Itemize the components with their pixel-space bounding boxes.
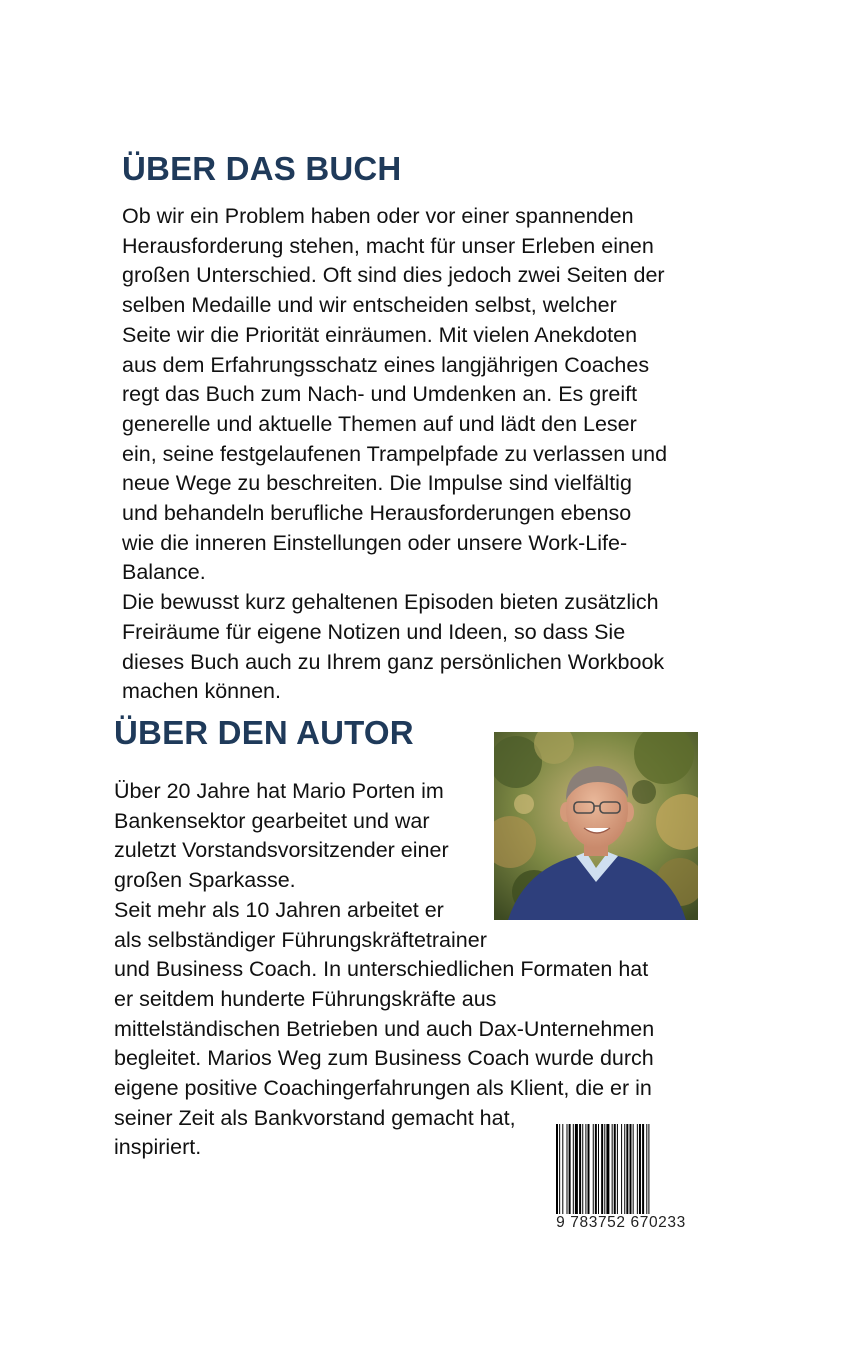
text-line: machen können. xyxy=(122,679,281,704)
text-line: und Business Coach. In unterschiedlichen Formaten hat xyxy=(114,957,649,982)
barcode-bar xyxy=(601,1124,603,1216)
text-line: Die bewusst kurz gehaltenen Episoden bieten zusätzlich xyxy=(122,590,659,615)
barcode-bar xyxy=(582,1124,583,1216)
barcode-bar xyxy=(621,1124,622,1216)
barcode-bar xyxy=(614,1124,616,1216)
text-line: eigene positive Coachingerfahrungen als Klient, die er in xyxy=(114,1076,652,1101)
text-line: Balance. xyxy=(122,560,206,585)
text-line: Freiräume für eigene Notizen und Ideen, so dass Sie xyxy=(122,619,626,644)
barcode-bar xyxy=(595,1124,597,1216)
text-line: er seitdem hunderte Führungskräfte aus xyxy=(114,986,497,1011)
barcode-bar xyxy=(648,1124,649,1216)
text-line: großen Unterschied. Oft sind dies jedoch zwei Seiten der xyxy=(122,263,665,288)
barcode-bar xyxy=(588,1124,590,1216)
barcode-bar xyxy=(617,1124,618,1216)
barcode-bar xyxy=(642,1124,644,1216)
barcode-bar xyxy=(604,1124,605,1216)
text-line: wie die inneren Einstellungen oder unsere Work-Life- xyxy=(122,530,628,555)
text-line: zuletzt Vorstandsvorsitzender einer xyxy=(114,838,449,863)
barcode-bar xyxy=(637,1124,638,1216)
barcode-bar xyxy=(624,1124,625,1216)
barcode-bar xyxy=(562,1124,563,1216)
text-line: und behandeln berufliche Herausforderungen ebenso xyxy=(122,501,632,526)
text-line: dieses Buch auch zu Ihrem ganz persönlichen Workbook xyxy=(122,649,665,674)
text-line: ein, seine festgelaufenen Trampelpfade zu verlassen und xyxy=(122,441,668,466)
barcode-bar xyxy=(567,1124,568,1216)
barcode-bar xyxy=(573,1124,574,1216)
text-line: Seit mehr als 10 Jahren arbeitet er xyxy=(114,897,444,922)
barcode-bar xyxy=(598,1124,599,1216)
text-line: generelle und aktuelle Themen auf und lädt den Leser xyxy=(122,411,637,436)
barcode-bar xyxy=(585,1124,586,1216)
about-book-heading: ÜBER DAS BUCH xyxy=(122,150,402,187)
barcode-bar xyxy=(626,1124,628,1216)
text-line: aus dem Erfahrungsschatz eines langjährigen Coaches xyxy=(122,352,650,377)
barcode-bar xyxy=(559,1124,560,1216)
text-line: mittelständischen Betrieben und auch Dax-Unternehmen xyxy=(114,1016,655,1041)
barcode-bar xyxy=(575,1124,578,1216)
barcode-bar xyxy=(579,1124,581,1216)
barcode-bar xyxy=(646,1124,647,1216)
text-line: Über 20 Jahre hat Mario Porten im xyxy=(114,779,444,803)
text-line: selben Medaille und wir entscheiden selbst, welcher xyxy=(122,293,617,318)
text-line: als selbständiger Führungskräftetrainer xyxy=(114,927,487,952)
barcode-bar xyxy=(593,1124,594,1216)
text-line: regt das Buch zum Nach- und Umdenken an. Es greift xyxy=(122,382,638,407)
about-book-text xyxy=(122,202,667,707)
text-line: neue Wege zu beschreiten. Die Impulse sind vielfältig xyxy=(122,471,632,496)
barcode-bar xyxy=(569,1124,571,1216)
text-line: inspiriert. xyxy=(114,1135,202,1160)
text-line: Bankensektor gearbeitet und war xyxy=(114,808,430,833)
text-line: begleitet. Marios Weg zum Business Coach wurde durch xyxy=(114,1046,654,1071)
about-author-heading: ÜBER DEN AUTOR xyxy=(114,714,414,751)
about-author-text xyxy=(114,777,654,1163)
barcode-bar xyxy=(606,1124,609,1216)
text-line: Herausforderung stehen, macht für unser Erleben einen xyxy=(122,233,654,258)
barcode-bar xyxy=(556,1124,558,1216)
text-line: großen Sparkasse. xyxy=(114,868,296,893)
barcode-bar xyxy=(612,1124,613,1216)
isbn-number: 9 783752 670233 xyxy=(542,1214,700,1232)
text-line: seiner Zeit als Bankvorstand gemacht hat, xyxy=(114,1105,516,1130)
barcode-bar xyxy=(639,1124,641,1216)
text-line: Seite wir die Priorität einräumen. Mit vielen Anekdoten xyxy=(122,322,638,347)
barcode-bar xyxy=(630,1124,632,1216)
barcode-bar xyxy=(633,1124,634,1216)
text-line: Ob wir ein Problem haben oder vor einer spannenden xyxy=(122,204,634,228)
